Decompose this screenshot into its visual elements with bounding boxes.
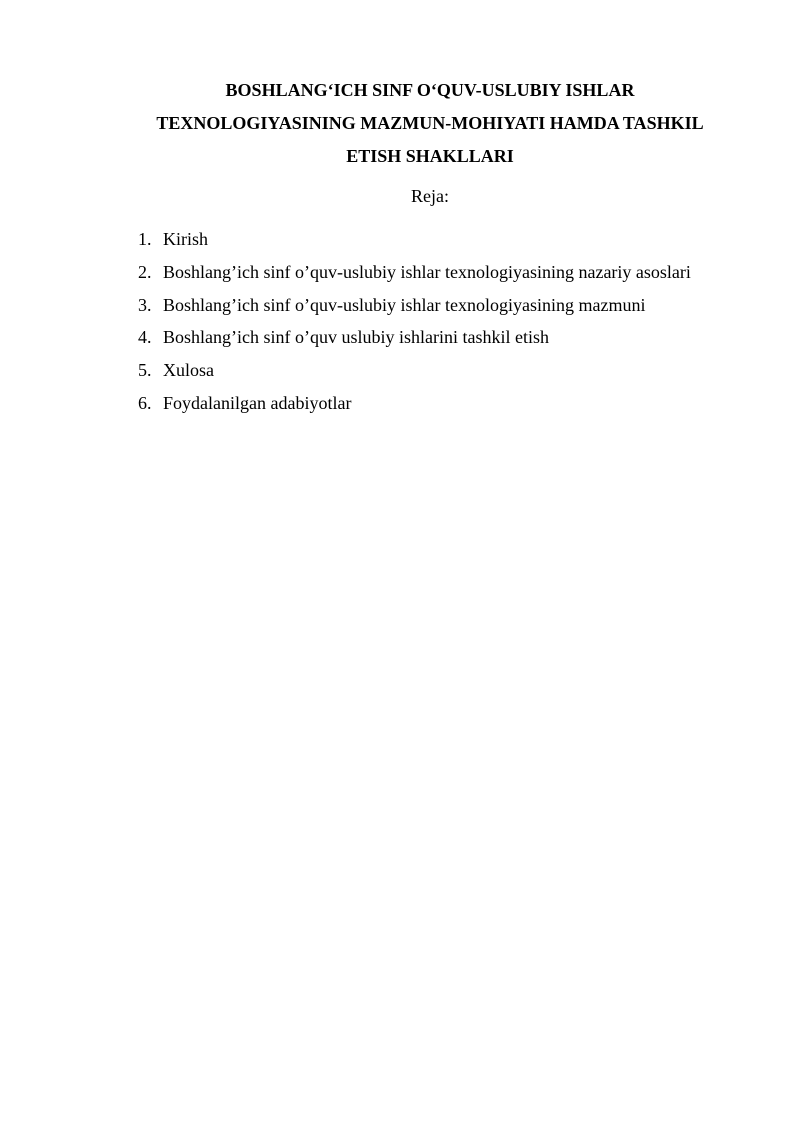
- plan-item-text: Xulosa: [163, 360, 214, 381]
- plan-item-text: Foydalanilgan adabiyotlar: [163, 392, 352, 413]
- plan-item-number: 6.: [138, 392, 152, 413]
- plan-item-5: [138, 357, 691, 390]
- plan-item-text: Boshlang’ich sinf o’quv-uslubiy ishlar texnologiyasining mazmuni: [163, 294, 646, 315]
- plan-item-number: 3.: [138, 294, 152, 315]
- plan-item-text: Boshlang’ich sinf o’quv-uslubiy ishlar texnologiyasining nazariy asoslari: [163, 261, 691, 282]
- title-line-2: TEXNOLOGIYASINING MAZMUN-MOHIYATI HAMDA TASHKIL: [156, 113, 704, 133]
- plan-item-number: 5.: [138, 360, 152, 381]
- title-line-3: ETISH SHAKLLARI: [346, 146, 514, 166]
- plan-item-1: [138, 226, 691, 259]
- plan-item-3: [138, 292, 691, 325]
- plan-item-number: 2.: [138, 261, 152, 282]
- document-title: [100, 74, 760, 173]
- plan-list: [138, 226, 691, 423]
- plan-item-number: 1.: [138, 229, 152, 249]
- plan-item-6: [138, 390, 691, 423]
- plan-heading: Reja:: [411, 186, 449, 206]
- plan-item-number: 4.: [138, 327, 152, 348]
- plan-item-text: Kirish: [163, 229, 208, 249]
- plan-item-2: [138, 259, 691, 292]
- plan-item-text: Boshlang’ich sinf o’quv uslubiy ishlarini tashkil etish: [163, 327, 549, 348]
- plan-item-4: [138, 324, 691, 357]
- title-line-1: BOSHLANG‘ICH SINF O‘QUV-USLUBIY ISHLAR: [225, 80, 635, 100]
